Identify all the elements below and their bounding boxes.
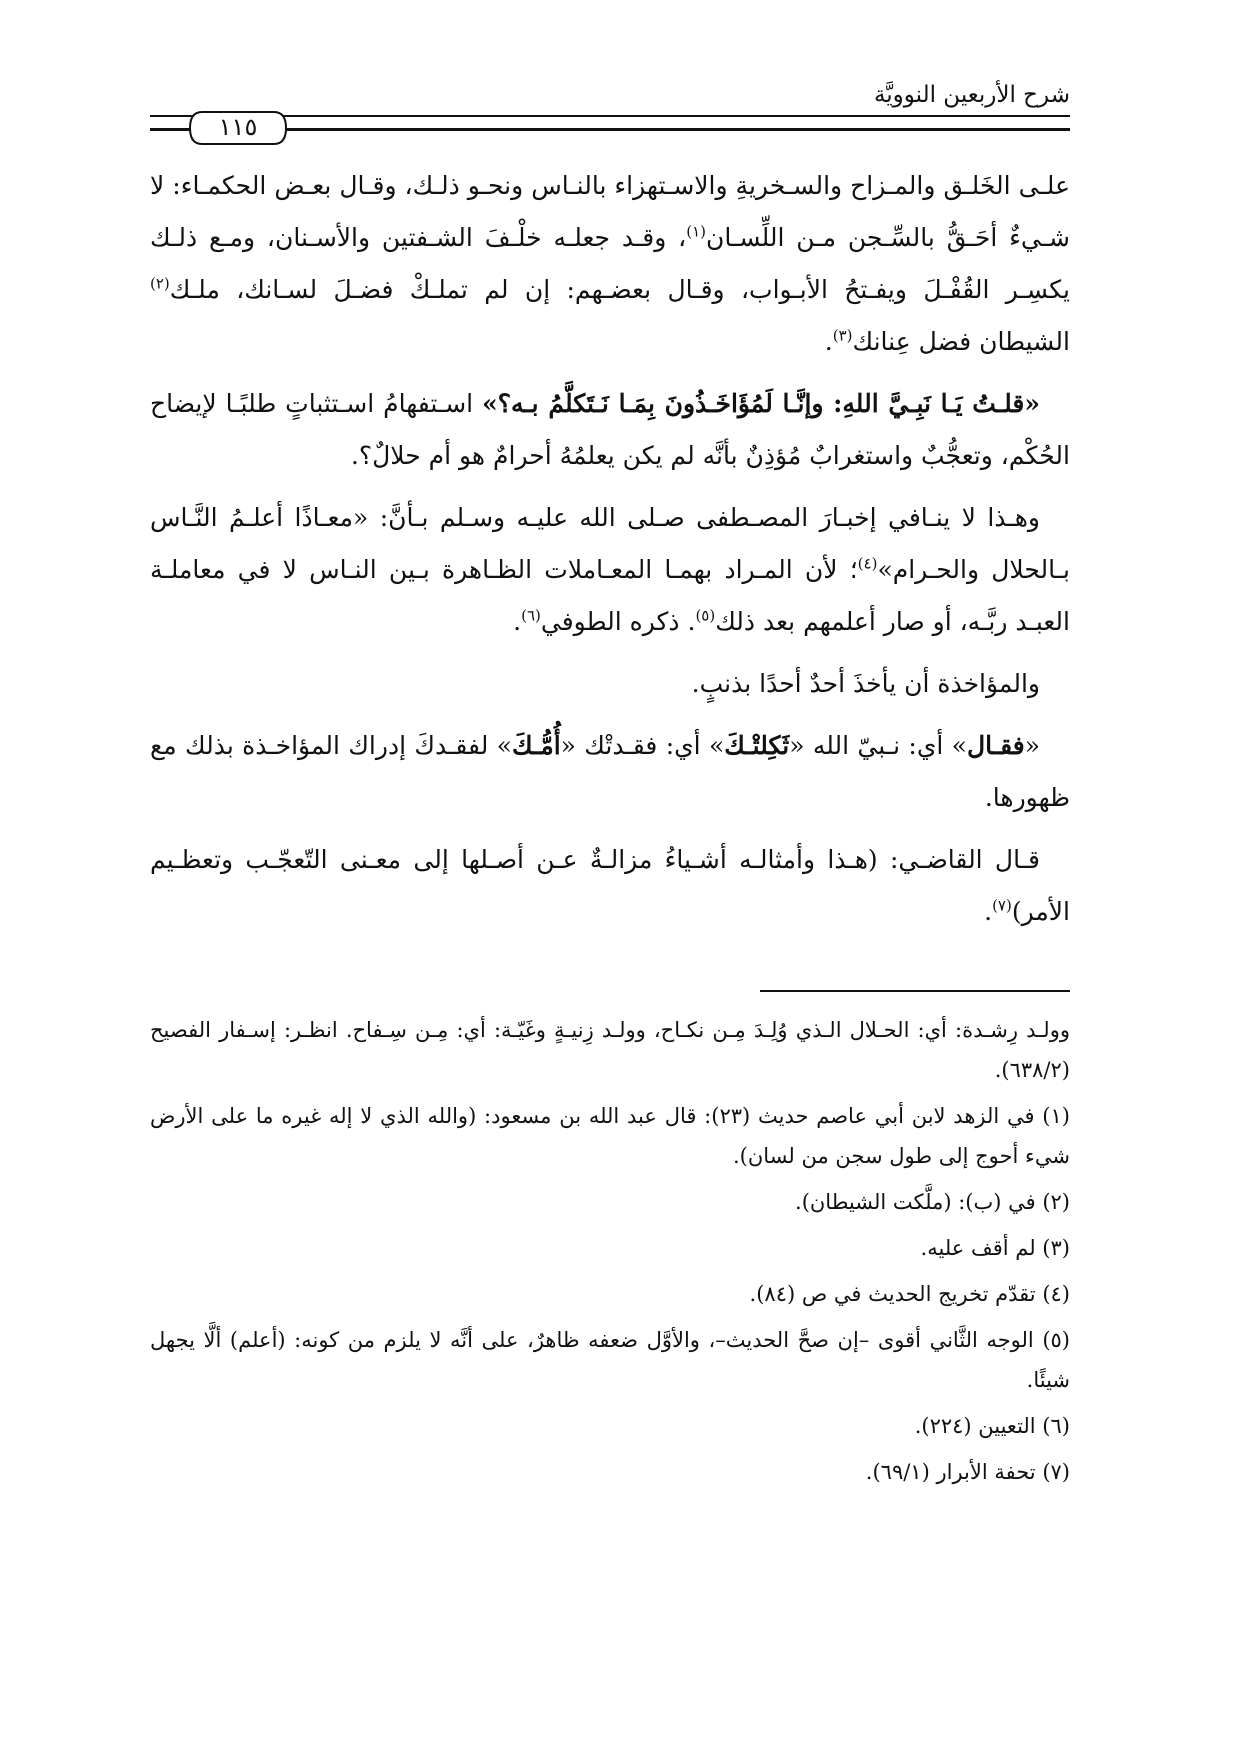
paragraph-5-text-b: » أي: نـبيّ الله « <box>789 731 967 760</box>
paragraph-5-text-c: » أي: فقـدتْك « <box>560 731 725 760</box>
paragraph-6-text-a: قـال القاضـي: (هـذا وأمثالـه أشـياءُ مزالـةٌ عـن أصـلها إلى معـنى التّعجّـب وتعظـيم الأمر) <box>150 845 1070 926</box>
paragraph-5-bold-1: فقـال <box>966 731 1025 760</box>
footnote-7: (٧) تحفة الأبرار (٦٩/١). <box>865 1460 1070 1484</box>
paragraph-3-text-d: . <box>513 607 522 636</box>
footnote-ref-3: (٣) <box>832 326 853 345</box>
paragraph-5-bold-2: ثَكِلتْـكَ <box>724 731 790 760</box>
paragraph-6-text-b: . <box>984 897 993 926</box>
footnote-ref-1: (١) <box>686 222 707 241</box>
main-text <box>150 160 1070 948</box>
footnote-ref-5: (٥) <box>695 606 716 625</box>
paragraph-3 <box>150 492 1070 648</box>
footnote-4: (٤) تقدّم تخريج الحديث في ص (٨٤). <box>749 1282 1070 1306</box>
paragraph-2-quote: «قلـتُ يَـا نَبِـيَّ اللهِ: وإنَّـا لَمُؤَاخَـذُونَ بِمَـا نَـتَكلَّمُ بـه؟» <box>482 389 1040 418</box>
paragraph-6 <box>150 834 1070 938</box>
paragraph-2-text: اسـتفهامُ اسـتثباتٍ طلبًـا لإيضاح الحُكْم، وتعجُّبٌ واستغرابٌ مُؤذِنٌ بأنَّه لم يكن يعلمُهُ أحرامٌ هو أم حلالٌ؟. <box>150 389 1070 470</box>
footnote-6: (٦) التعيين (٢٢٤). <box>914 1414 1070 1438</box>
footnote-5: (٥) الوجه الثَّاني أقوى –إن صحَّ الحديث–، والأوَّل ضعفه ظاهرٌ، على أنَّه لا يلزم من كونه: (أعلم) ألَّا يجهل شيئًا. <box>150 1328 1070 1392</box>
footnote-continuation: وولـد رِشـدة: أي: الحـلال الـذي وُلِـدَ مِـن نكـاح، وولـد زِنيـةٍ وغَيّـة: أي: مِـن سِـفاح. انظـر: إسـفار الفصيح (٦٣٨/٢). <box>150 1018 1070 1082</box>
footnote-separator <box>760 990 1070 992</box>
footnote-3: (٣) لم أقف عليه. <box>920 1236 1070 1260</box>
paragraph-1-text-c: الشيطان فضل عِنانك <box>852 327 1070 356</box>
paragraph-3-text-c: . ذكره الطوفي <box>540 607 696 636</box>
paragraph-1 <box>150 160 1070 368</box>
footnote-ref-7: (٧) <box>992 896 1012 915</box>
paragraph-1-text-b: ، وقـد جعلـه خلْـفَ الشـفتين والأسـنان، ومـع ذلـك يكسِـر القُفْـلَ ويفـتحُ الأبـواب، وقـال بعضـهم: إن لم تملـكْ فضـلَ لسـانك، ملـك <box>150 223 1070 304</box>
page-number: ١١٥ <box>218 113 258 141</box>
paragraph-2 <box>150 378 1070 482</box>
paragraph-1-text-a: علـى الخَلـق والمـزاح والسـخريةِ والاسـتهزاء بالنـاس ونحـو ذلـك، وقـال بعـض الحكمـاء: لا شـيءٌ أحَـقُّ بالسِّـجن مـن اللِّسـان <box>150 171 1071 252</box>
footnote-ref-4: (٤) <box>857 554 878 573</box>
footnotes <box>150 1010 1070 1498</box>
footnote-ref-2: (٢) <box>150 274 170 293</box>
paragraph-5-bold-3: أُمُّـكَ <box>511 731 561 760</box>
paragraph-3-text-b: ؛ لأن المـراد بهمـا المعـاملات الظـاهرة بـين النـاس لا في معاملـة العبـد ربَّـه، أو صار أعلمهم بعد ذلك <box>150 555 1070 636</box>
paragraph-5 <box>150 720 1070 824</box>
header-rule-bottom <box>150 128 1070 131</box>
paragraph-1-text-d: . <box>824 327 833 356</box>
page-number-frame <box>188 110 288 146</box>
paragraph-5-text-a: « <box>1024 731 1040 760</box>
paragraph-3-text-a: وهـذا لا ينـافي إخبـارَ المصـطفى صـلى الله عليـه وسـلم بـأنَّ: «معـاذًا أعلـمُ النَّـاس بـالحلال والحـرام» <box>150 503 1070 584</box>
paragraph-5-text-d: » لفقـدكَ إدراك المؤاخـذة بذلك مع ظهورها. <box>150 731 1070 812</box>
header-rule-top <box>150 115 1070 117</box>
paragraph-4: والمؤاخذة أن يأخذَ أحدٌ أحدًا بذنبٍ. <box>691 669 1040 698</box>
footnote-ref-6: (٦) <box>521 606 541 625</box>
running-title: شرح الأربعين النوويَّة <box>873 82 1070 108</box>
footnote-1: (١) في الزهد لابن أبي عاصم حديث (٢٣): قال عبد الله بن مسعود: (والله الذي لا إله غيره ما على الأرض شيء أحوج إلى طول سجن من لسان). <box>150 1104 1070 1168</box>
footnote-2: (٢) في (ب): (ملَّكت الشيطان). <box>795 1190 1070 1214</box>
